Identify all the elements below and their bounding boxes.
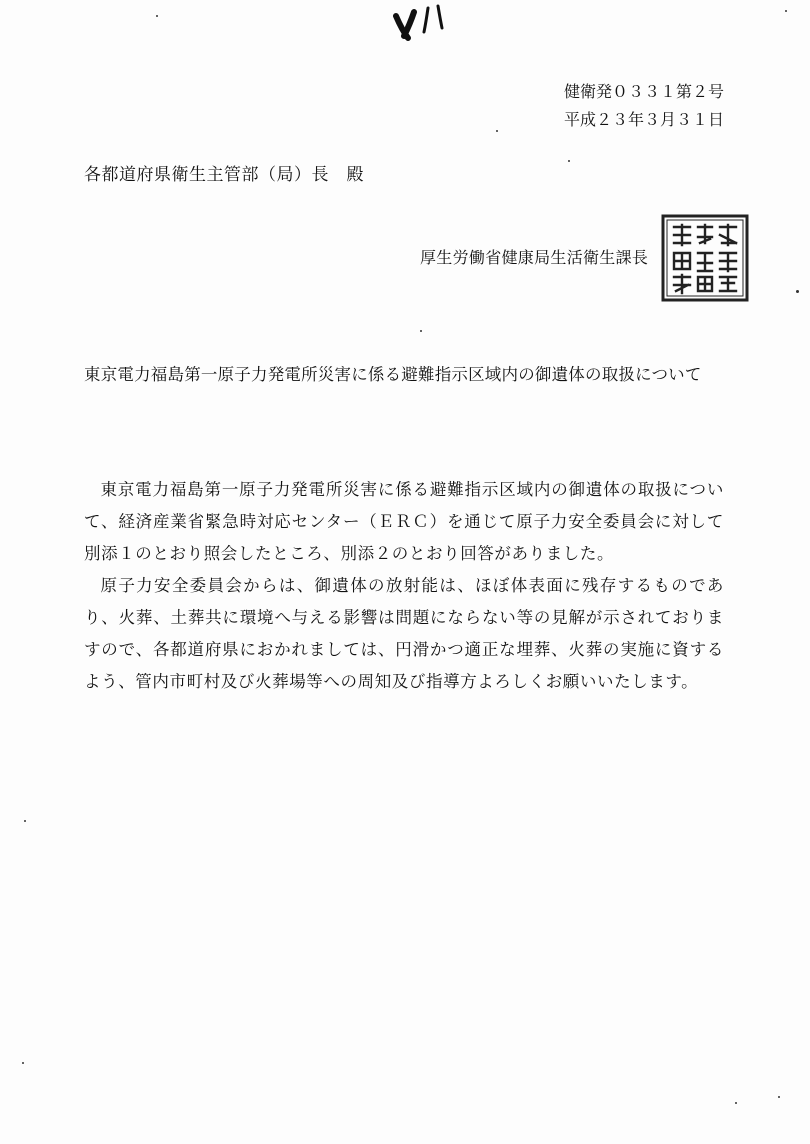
addressee: 各都道府県衛生主管部（局）長 殿 xyxy=(84,165,364,185)
body-paragraph: 原子力安全委員会からは、御遺体の放射能は、ほぼ体表面に残存するものであり、火葬、土葬共に環境へ与える影響は問題にならない等の見解が示されておりますので、各都道府県におかれましては、円滑かつ適正な埋葬、火葬の実施に資するよう、管内市町村及び火葬場等への周知及び指導方よろしくお願いいたします。 xyxy=(84,576,724,691)
sender-name: 厚生労働省健康局生活衛生課長 xyxy=(420,248,649,267)
sender-block xyxy=(420,213,760,305)
scan-speck xyxy=(420,330,422,332)
scan-speck xyxy=(796,290,799,293)
scan-speck xyxy=(785,10,787,12)
scan-speck xyxy=(24,820,26,822)
scan-speck xyxy=(22,1062,24,1064)
body-paragraph: 東京電力福島第一原子力発電所災害に係る避難指示区域内の御遺体の取扱について、経済産業省緊急時対応センター（ＥＲＣ）を通じて原子力安全委員会に対して別添１のとおり照会したところ、別添２のとおり回答がありました。 xyxy=(84,480,724,563)
document-number-block xyxy=(564,78,724,134)
document-date: 平成２３年３月３１日 xyxy=(563,110,724,129)
scan-speck xyxy=(735,1102,737,1104)
handwritten-mark xyxy=(388,2,458,42)
scan-speck xyxy=(568,160,570,162)
document-body xyxy=(84,474,724,698)
scan-speck xyxy=(156,15,158,17)
official-seal xyxy=(660,213,750,303)
scan-speck xyxy=(778,1096,780,1098)
document-number: 健衛発０３３１第２号 xyxy=(563,82,724,101)
document-subject: 東京電力福島第一原子力発電所災害に係る避難指示区域内の御遺体の取扱について xyxy=(84,365,702,384)
scan-speck xyxy=(496,130,498,132)
